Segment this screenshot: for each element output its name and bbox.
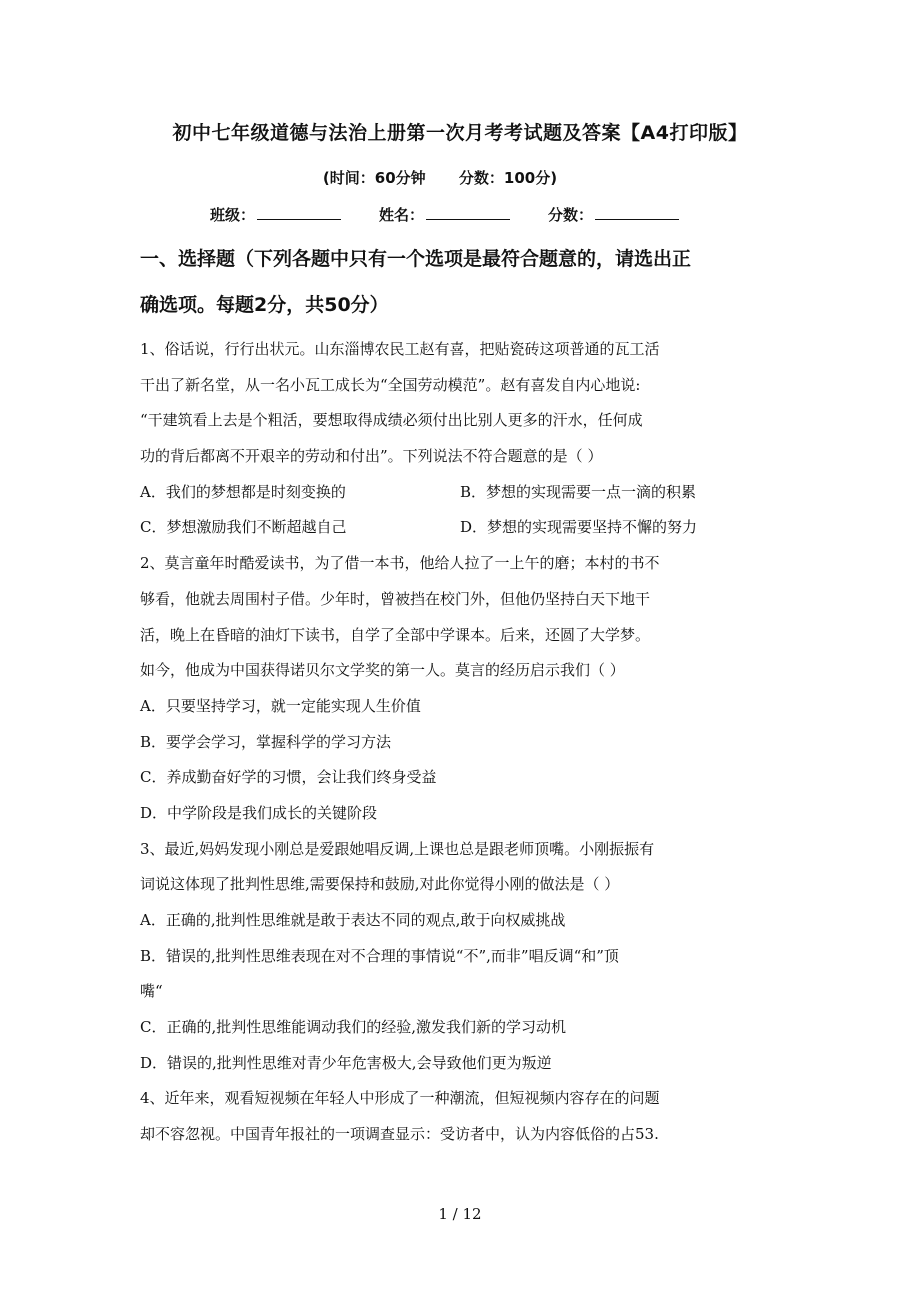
q4-line: 4、近年来，观看短视频在年轻人中形成了一种潮流，但短视频内容存在的问题 [140, 1089, 660, 1108]
q2-line: 活，晚上在昏暗的油灯下读书，自学了全部中学课本。后来，还圆了大学梦。 [140, 625, 651, 644]
q1-line: 干出了新名堂，从一名小瓦工成长为“全国劳动模范”。赵有喜发自内心地说: [140, 375, 641, 394]
score-blank [595, 205, 679, 220]
q3-option-b: B．错误的,批判性思维表现在对不合理的事情说“不”,而非”唱反调“和”顶 [140, 946, 619, 965]
q3-option-b-cont: 嘴“ [140, 982, 163, 1001]
class-field [210, 204, 341, 225]
score-field [548, 204, 679, 225]
q2-line: 2、莫言童年时酷爱读书，为了借一本书，他给人拉了一上午的磨；本村的书不 [140, 554, 660, 573]
q1-line: 1、俗话说，行行出状元。山东淄博农民工赵有喜，把贴瓷砖这项普通的瓦工活 [140, 340, 660, 358]
exam-info [0, 167, 880, 188]
score-label: 分数： [548, 206, 594, 224]
q1-line: “干建筑看上去是个粗活，要想取得成绩必须付出比别人更多的汗水，任何成 [140, 411, 643, 430]
name-field [379, 204, 510, 225]
q1-option-b: B．梦想的实现需要一点一滴的积累 [460, 482, 697, 501]
page-title: 初中七年级道德与法治上册第一次月考考试题及答案【A4打印版】 [172, 122, 748, 144]
q2-option-a: A．只要坚持学习，就一定能实现人生价值 [140, 696, 421, 715]
q3-line: 词说这体现了批判性思维,需要保持和鼓励,对此你觉得小刚的做法是（ ） [140, 875, 620, 894]
q2-option-b: B．要学会学习，掌握科学的学习方法 [140, 732, 392, 751]
section-heading-line-1: 一、选择题（下列各题中只有一个选项是最符合题意的，请选出正 [140, 248, 692, 270]
q1-option-d: D．梦想的实现需要坚持不懈的努力 [460, 518, 698, 537]
q1-option-a: A．我们的梦想都是时刻变换的 [140, 482, 346, 501]
q3-option-c: C．正确的,批判性思维能调动我们的经验,激发我们新的学习动机 [140, 1018, 567, 1037]
exam-time: (时间：60分钟 [322, 169, 426, 187]
q1-option-c: C．梦想激励我们不断超越自己 [140, 518, 347, 537]
section-heading-line-2: 确选项。每题2分，共50分） [140, 294, 389, 316]
q3-option-d: D．错误的,批判性思维对青少年危害极大,会导致他们更为叛逆 [140, 1053, 552, 1072]
class-label: 班级： [210, 206, 256, 224]
q2-option-c: C．养成勤奋好学的习惯，会让我们终身受益 [140, 768, 437, 787]
class-blank [257, 205, 341, 220]
q2-option-d: D．中学阶段是我们成长的关键阶段 [140, 803, 378, 822]
question-list [140, 332, 780, 1153]
student-fields [210, 204, 679, 225]
name-blank [426, 205, 510, 220]
q1-line: 功的背后都离不开艰辛的劳动和付出”。下列说法不符合题意的是（ ） [140, 447, 603, 466]
q1-options-row [140, 510, 780, 546]
page-number: 1 / 12 [438, 1205, 482, 1223]
q3-option-a: A．正确的,批判性思维就是敢于表达不同的观点,敢于向权威挑战 [140, 911, 566, 929]
q4-line: 却不容忽视。中国青年报社的一项调查显示：受访者中，认为内容低俗的占53. [140, 1125, 659, 1144]
exam-score: 分数：100分) [458, 169, 558, 187]
q3-line: 3、最近,妈妈发现小刚总是爱跟她唱反调,上课也总是跟老师顶嘴。小刚振振有 [140, 839, 655, 858]
q2-line: 如今，他成为中国获得诺贝尔文学奖的第一人。莫言的经历启示我们（ ） [140, 661, 625, 680]
q2-line: 够看，他就去周围村子借。少年时，曾被挡在校门外，但他仍坚持白天下地干 [140, 589, 651, 608]
q1-options-row [140, 475, 780, 511]
name-label: 姓名： [379, 206, 425, 224]
